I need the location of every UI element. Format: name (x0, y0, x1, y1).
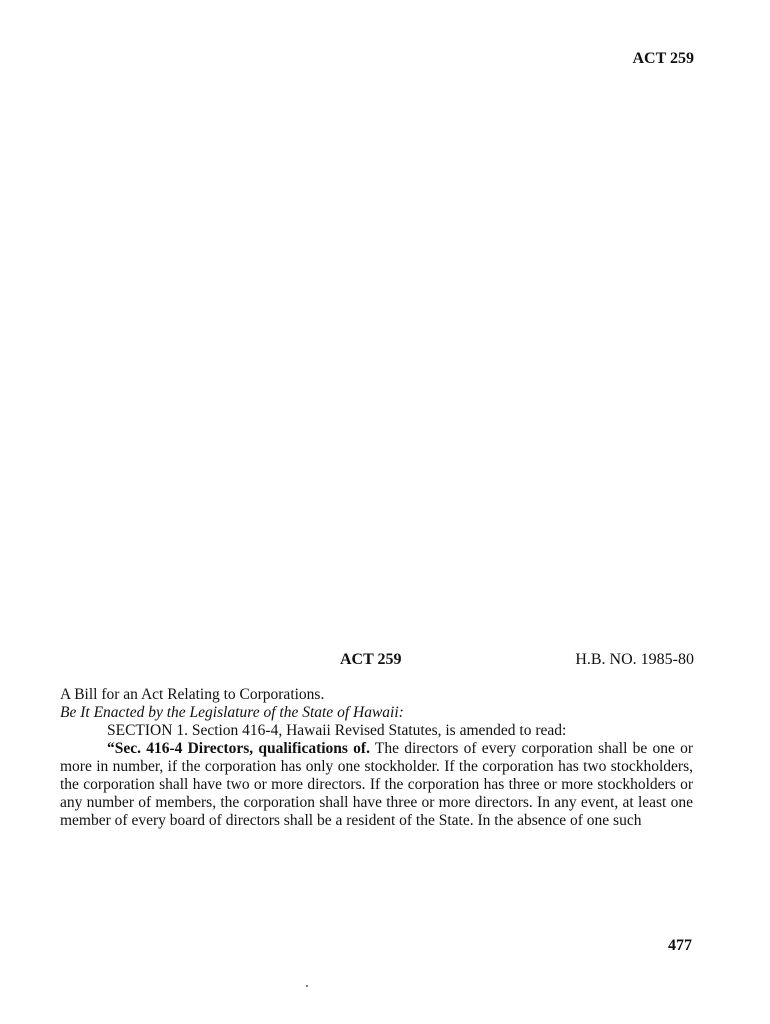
act-title: ACT 259 (340, 651, 402, 668)
section-paragraph (60, 740, 693, 830)
body-text (60, 686, 693, 830)
running-head: ACT 259 (632, 50, 694, 67)
scan-speck (306, 985, 308, 987)
bill-number: H.B. NO. 1985-80 (575, 651, 694, 668)
section-heading: “Sec. 416-4 Directors, qualifications of. (107, 740, 370, 757)
page-number: 477 (668, 937, 692, 954)
bill-title: A Bill for an Act Relating to Corporations. (60, 686, 325, 703)
enacting-clause: Be It Enacted by the Legislature of the State of Hawaii: (60, 704, 404, 721)
section-body: The directors of every corporation shall be one or more in number, if the corporation has only one stockholder. If the corporation has two stockholders, the corporation shall have two or more directors. If the corporation has three or more stockholders or any number of members, the corporation shall have three or more directors. In any event, at least one member of every board of directors shall be a resident of the State. In the absence of one such (60, 740, 693, 829)
section-1-line: SECTION 1. Section 416-4, Hawaii Revised Statutes, is amended to read: (107, 722, 567, 739)
